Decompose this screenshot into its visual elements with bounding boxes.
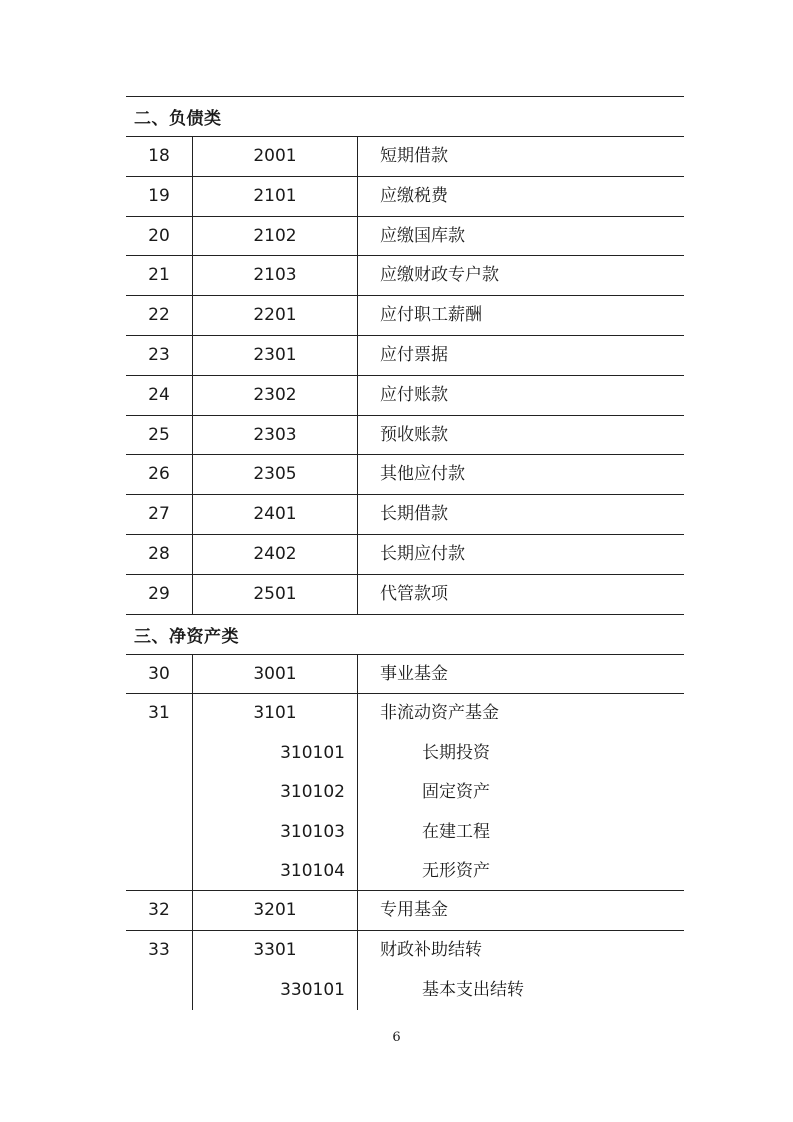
row-number: 31: [148, 703, 170, 724]
table-row: [126, 575, 684, 615]
account-name: 预收账款: [357, 416, 684, 455]
account-code: 3001: [192, 655, 357, 694]
sub-account-row: [126, 852, 684, 891]
account-name: 长期借款: [357, 495, 684, 534]
row-number: 30: [148, 663, 170, 684]
row-number: 28: [148, 543, 170, 564]
account-code: 3101: [192, 694, 357, 734]
page-number: 6: [392, 1030, 401, 1045]
account-name: 应付职工薪酬: [357, 296, 684, 335]
sub-account-code: 310103: [192, 813, 357, 852]
table-row: [126, 694, 684, 734]
empty-number-cell: [126, 773, 192, 812]
account-code: 2101: [192, 177, 357, 216]
row-number: 32: [148, 899, 170, 920]
account-code: 3201: [192, 891, 357, 930]
row-number: 26: [148, 464, 170, 485]
table-row: [126, 296, 684, 336]
table-row: [126, 376, 684, 416]
sub-account-code: 310102: [192, 773, 357, 812]
account-code: 2303: [192, 416, 357, 455]
sub-account-code: 310101: [192, 734, 357, 773]
account-name: 应缴财政专户款: [357, 256, 684, 295]
sub-account-name: 无形资产: [357, 852, 684, 890]
table-row: [126, 336, 684, 376]
row-number: 24: [148, 384, 170, 405]
account-name: 短期借款: [357, 137, 684, 176]
account-name: 应缴国库款: [357, 217, 684, 256]
row-number: 33: [148, 939, 170, 960]
account-code: 2001: [192, 137, 357, 176]
account-code: 2305: [192, 455, 357, 494]
sub-account-row: [126, 773, 684, 812]
account-name: 长期应付款: [357, 535, 684, 574]
section-heading: 三、净资产类: [126, 615, 684, 655]
table-row: [126, 931, 684, 971]
account-name: 应付票据: [357, 336, 684, 375]
table-row: [126, 177, 684, 217]
sub-account-row: [126, 971, 684, 1010]
table-row: [126, 495, 684, 535]
row-number: 19: [148, 185, 170, 206]
account-code: 2102: [192, 217, 357, 256]
row-number: 18: [148, 146, 170, 166]
sub-account-row: [126, 813, 684, 852]
sub-account-name: 基本支出结转: [357, 971, 684, 1010]
table-row: [126, 891, 684, 931]
account-code: 2401: [192, 495, 357, 534]
account-name: 其他应付款: [357, 455, 684, 494]
empty-number-cell: [126, 734, 192, 773]
account-code: 2301: [192, 336, 357, 375]
account-name: 专用基金: [357, 891, 684, 930]
empty-number-cell: [126, 852, 192, 890]
sub-account-row: [126, 734, 684, 773]
row-number: 27: [148, 504, 170, 525]
table-row: [126, 416, 684, 456]
table-row: [126, 455, 684, 495]
account-name: 代管款项: [357, 575, 684, 614]
account-name: 财政补助结转: [357, 931, 684, 971]
table-row: [126, 535, 684, 575]
account-name: 非流动资产基金: [357, 694, 684, 734]
row-number: 20: [148, 225, 170, 246]
account-name: 应缴税费: [357, 177, 684, 216]
table-row: [126, 137, 684, 177]
row-number: 25: [148, 424, 170, 445]
table-row: [126, 256, 684, 296]
row-number: 22: [148, 305, 170, 326]
row-number: 23: [148, 344, 170, 365]
section-heading: 二、负债类: [126, 97, 684, 137]
account-code: 2201: [192, 296, 357, 335]
sub-account-code: 310104: [192, 852, 357, 890]
table-row: [126, 655, 684, 695]
empty-number-cell: [126, 813, 192, 852]
account-code: 2402: [192, 535, 357, 574]
account-code: 2103: [192, 256, 357, 295]
account-name: 应付账款: [357, 376, 684, 415]
account-name: 事业基金: [357, 655, 684, 694]
account-code: 2302: [192, 376, 357, 415]
account-code: 2501: [192, 575, 357, 614]
account-code-table: [126, 96, 684, 1010]
sub-account-name: 固定资产: [357, 773, 684, 812]
table-row: [126, 217, 684, 257]
sub-account-code: 330101: [192, 971, 357, 1010]
account-code: 3301: [192, 931, 357, 971]
sub-account-name: 在建工程: [357, 813, 684, 852]
row-number: 21: [148, 265, 170, 286]
sub-account-name: 长期投资: [357, 734, 684, 773]
row-number: 29: [148, 583, 170, 604]
empty-number-cell: [126, 971, 192, 1010]
